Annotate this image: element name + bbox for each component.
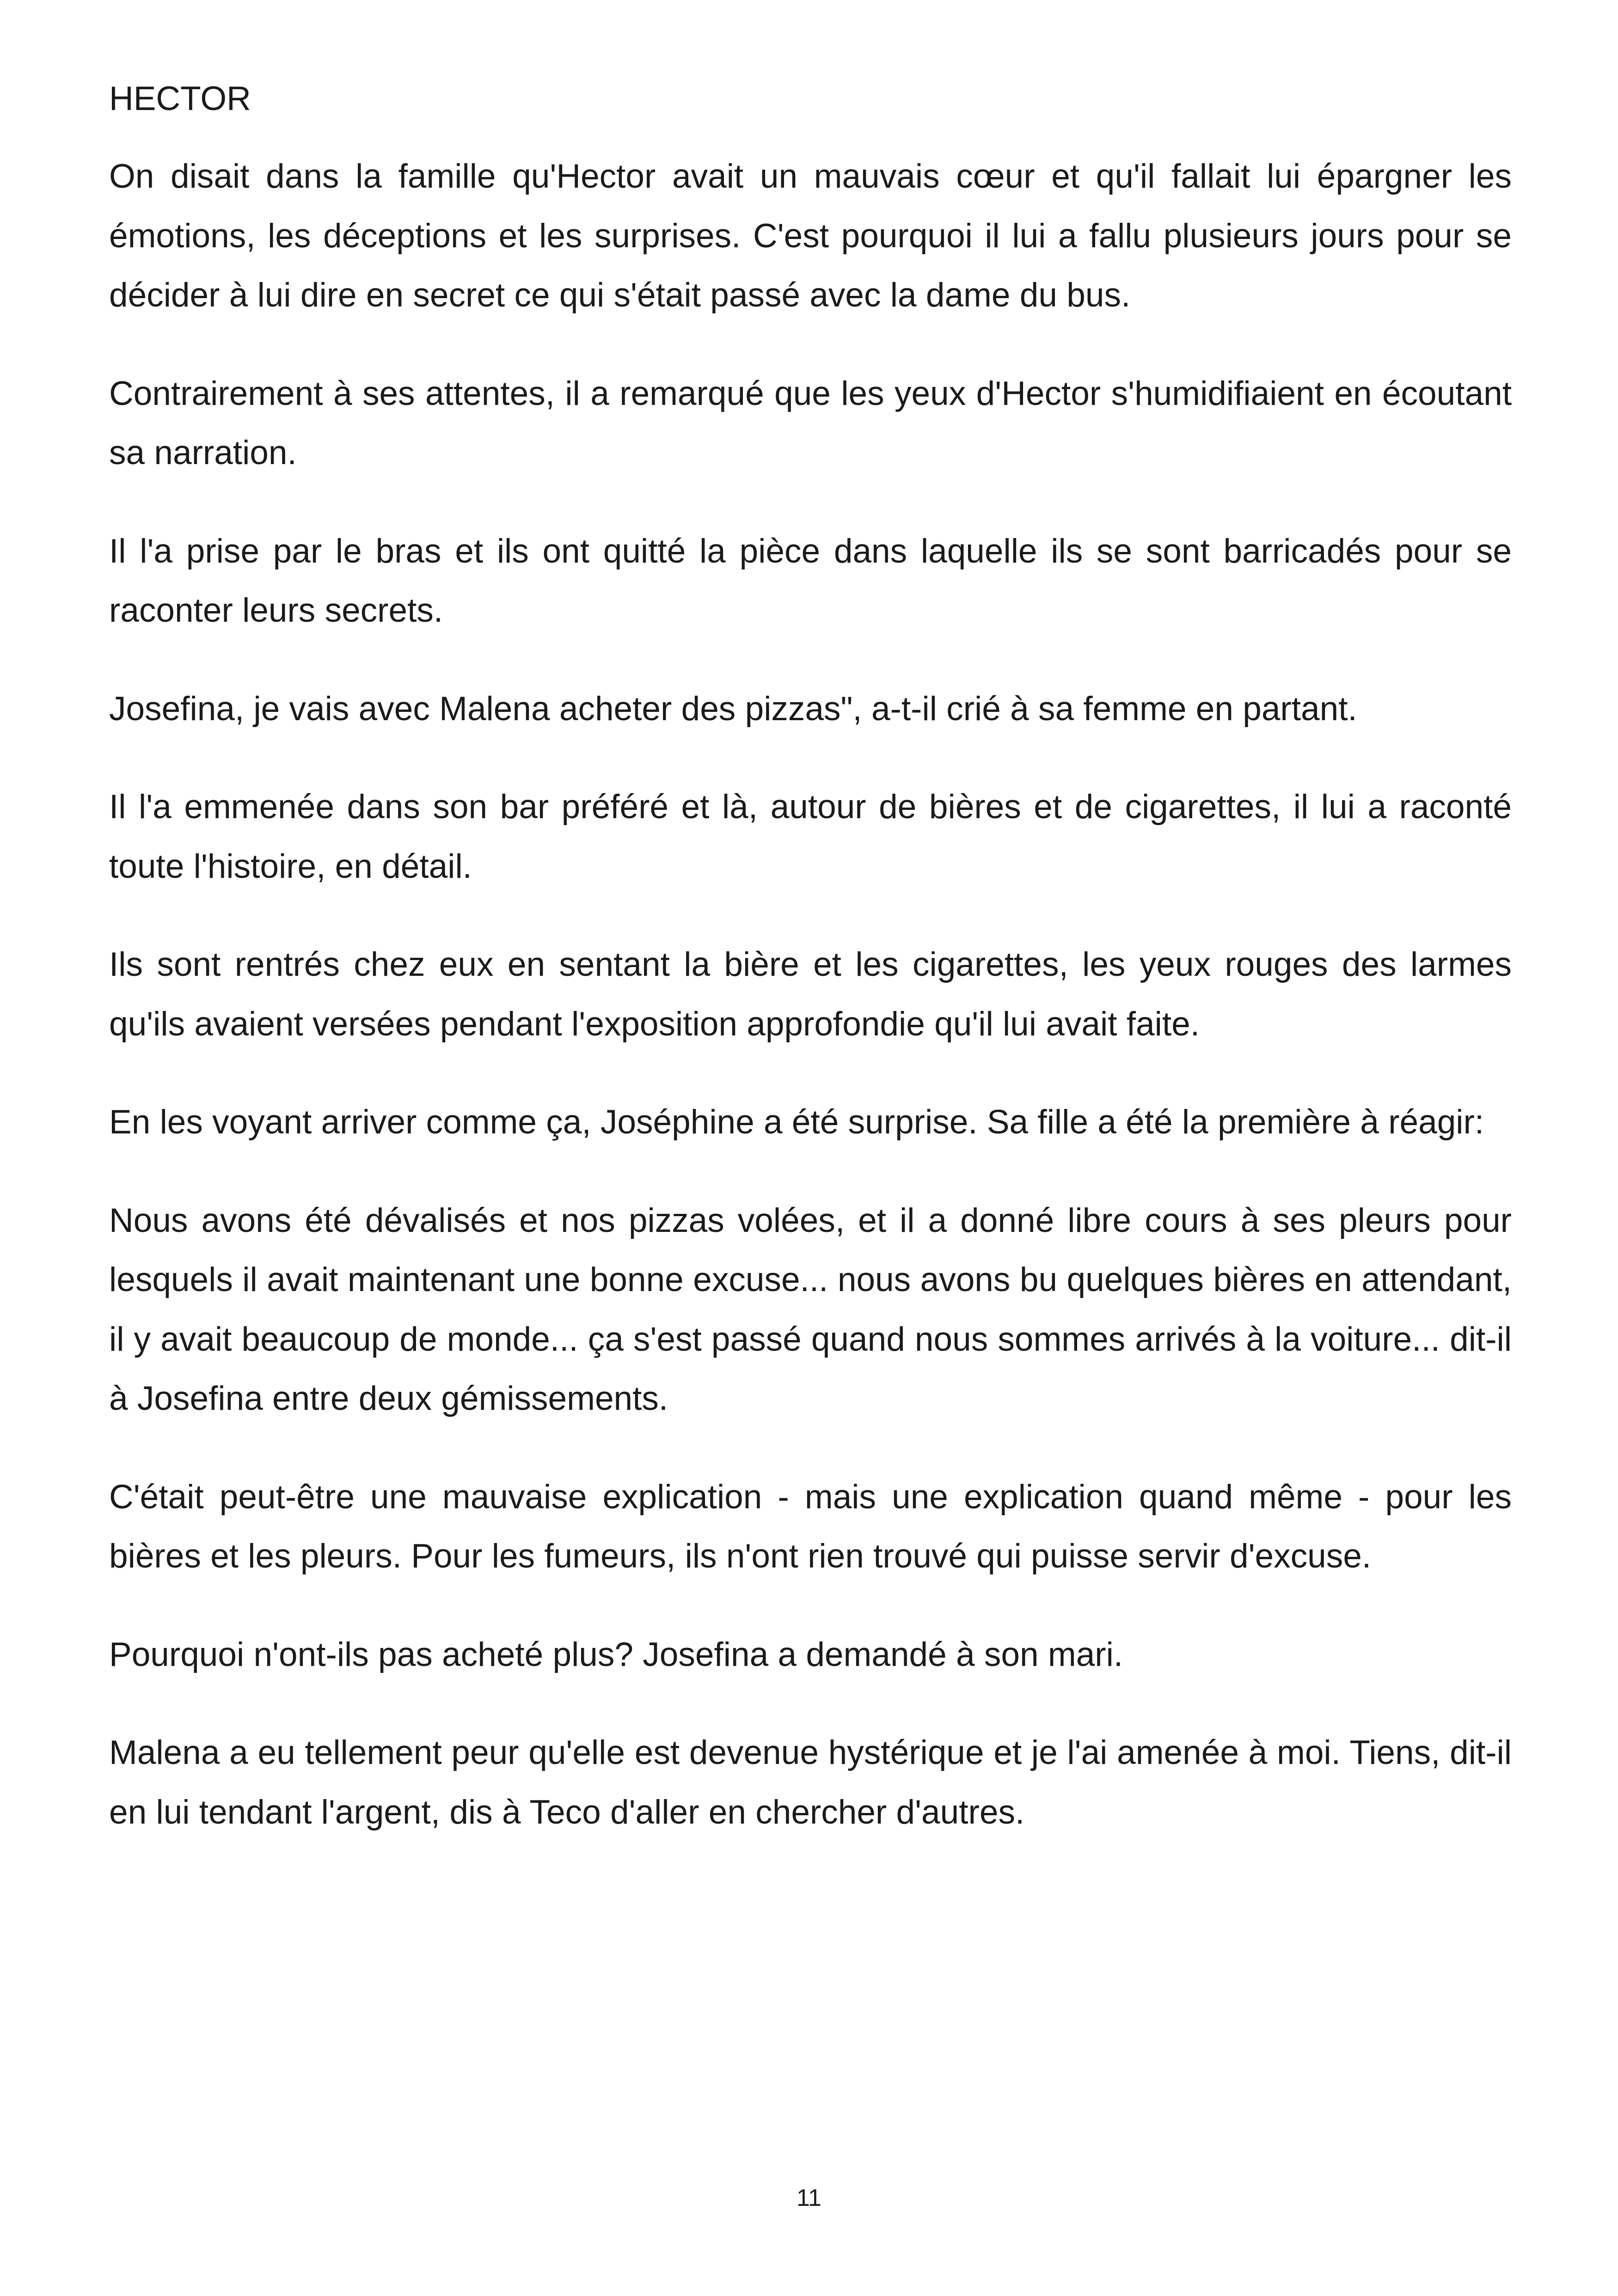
page-number: 11 [797, 2185, 821, 2211]
paragraph-7: En les voyant arriver comme ça, Joséphine a été surprise. Sa fille a été la première à réagir: [109, 1103, 1484, 1141]
paragraph-9: C'était peut-être une mauvaise explication - mais une explication quand même - pour les bières et les pleurs. Pour les fumeurs, ils n'ont rien trouvé qui puisse servir d'excuse. [109, 1478, 1512, 1575]
paragraph-6: Ils sont rentrés chez eux en sentant la bière et les cigarettes, les yeux rouges des larmes qu'ils avaient versées pendant l'exposition approfondie qu'il lui avait faite. [109, 946, 1512, 1043]
paragraph-8: Nous avons été dévalisés et nos pizzas volées, et il a donné libre cours à ses pleurs pour lesquels il avait maintenant une bonne excuse... nous avons bu quelques bières en attendant, il y avait beaucoup de monde... ça s'est passé quand nous sommes arrivés à la voiture... dit-il à Josefina entre deux gémissements. [109, 1201, 1512, 1417]
paragraph-11: Malena a eu tellement peur qu'elle est devenue hystérique et je l'ai amenée à moi. Tiens, dit-il en lui tendant l'argent, dis à Teco d'aller en chercher d'autres. [109, 1734, 1512, 1831]
paragraph-3: Il l'a prise par le bras et ils ont quitté la pièce dans laquelle ils se sont barricadés pour se raconter leurs secrets. [109, 532, 1512, 629]
paragraph-10: Pourquoi n'ont-ils pas acheté plus? Josefina a demandé à son mari. [109, 1635, 1123, 1673]
paragraph-1: On disait dans la famille qu'Hector avait un mauvais cœur et qu'il fallait lui épargner les émotions, les déceptions et les surprises. C'est pourquoi il lui a fallu plusieurs jours pour se décider à lui dire en secret ce qui s'était passé avec la dame du bus. [109, 158, 1512, 314]
page-content [109, 69, 1512, 1881]
paragraph-2: Contrairement à ses attentes, il a remarqué que les yeux d'Hector s'humidifiaient en écoutant sa narration. [109, 374, 1512, 471]
paragraph-5: Il l'a emmenée dans son bar préféré et là, autour de bières et de cigarettes, il lui a raconté toute l'histoire, en détail. [109, 788, 1512, 885]
chapter-title: HECTOR [109, 80, 251, 117]
paragraph-4: Josefina, je vais avec Malena acheter des pizzas", a-t-il crié à sa femme en partant. [109, 690, 1357, 728]
